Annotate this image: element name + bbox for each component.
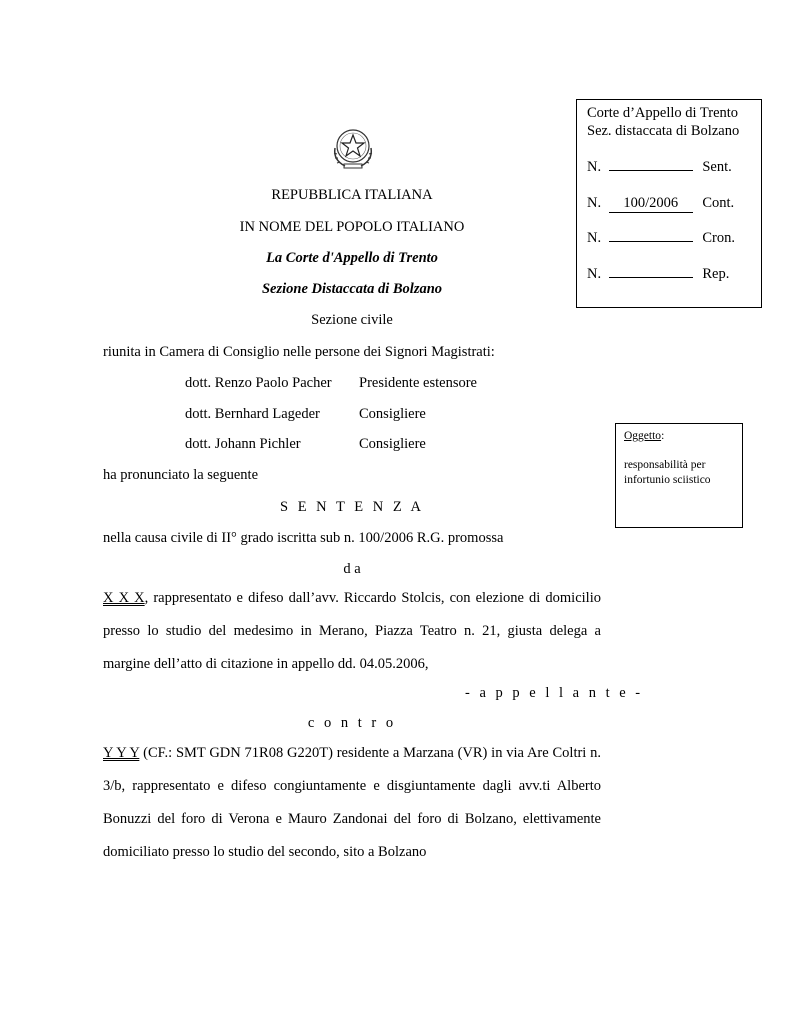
- judge-name-1: dott. Renzo Paolo Pacher: [185, 375, 332, 391]
- respondent-name: Y Y Y: [103, 745, 140, 761]
- registry-row-sent: N. Sent.: [587, 159, 732, 175]
- registry-row-cron: N. Cron.: [587, 230, 735, 246]
- registry-box: [576, 99, 762, 308]
- registry-row-cont: N. 100/2006 Cont.: [587, 195, 735, 211]
- judge-role-2: Consigliere: [359, 406, 426, 422]
- subject-text-2: infortunio sciistico: [624, 474, 711, 486]
- case-line: nella causa civile di II° grado iscritta sub n. 100/2006 R.G. promossa: [103, 530, 504, 546]
- republic-heading: REPUBBLICA ITALIANA: [271, 187, 433, 203]
- registry-section-line: Sez. distaccata di Bolzano: [587, 123, 740, 139]
- judge-name-2: dott. Bernhard Lageder: [185, 406, 320, 422]
- in-name-heading: IN NOME DEL POPOLO ITALIANO: [239, 219, 465, 235]
- court-section: Sezione Distaccata di Bolzano: [261, 281, 443, 297]
- judge-role-3: Consigliere: [359, 436, 426, 452]
- sentence-title: S E N T E N Z A: [280, 499, 424, 515]
- court-name: La Corte d'Appello di Trento: [266, 250, 438, 266]
- judge-role-1: Presidente estensore: [359, 375, 477, 391]
- magistrates-intro: riunita in Camera di Consiglio nelle persone dei Signori Magistrati:: [103, 344, 495, 360]
- from-label: d a: [343, 561, 361, 577]
- appellant-name: X X X: [103, 590, 145, 606]
- appellant-paragraph: [103, 582, 601, 681]
- subject-title: Oggetto: [624, 430, 662, 442]
- appellant-text: , rappresentato e difeso dall’avv. Riccardo Stolcis, con elezione di domicilio presso lo studio del medesimo in Merano, Piazza Teatro n. 21, giusta delega a margine dell’atto di citazione in appello dd. 04.05.2006,: [103, 590, 601, 672]
- chamber-name: Sezione civile: [311, 312, 393, 328]
- appellant-label: - a p p e l l a n t e -: [465, 685, 644, 701]
- italian-republic-emblem-icon: [329, 124, 377, 172]
- respondent-paragraph: [103, 737, 601, 869]
- registry-row-rep: N. Rep.: [587, 266, 730, 282]
- judge-name-3: dott. Johann Pichler: [185, 436, 301, 452]
- pronounced-line: ha pronunciato la seguente: [103, 467, 259, 483]
- against-label: c o n t r o: [307, 715, 397, 731]
- registry-court-line: Corte d’Appello di Trento: [587, 105, 739, 121]
- subject-title-line: Oggetto:: [624, 430, 665, 442]
- subject-text-1: responsabilità per: [624, 459, 706, 471]
- respondent-text: (CF.: SMT GDN 71R08 G220T) residente a Marzana (VR) in via Are Coltri n. 3/b, rappresentato e difeso congiuntamente e disgiuntamente dagli avv.ti Alberto Bonuzzi del foro di Verona e Mauro Zandonai del foro di Bolzano, elettivamente domiciliato presso lo studio del secondo, sito a Bolzano: [103, 745, 601, 860]
